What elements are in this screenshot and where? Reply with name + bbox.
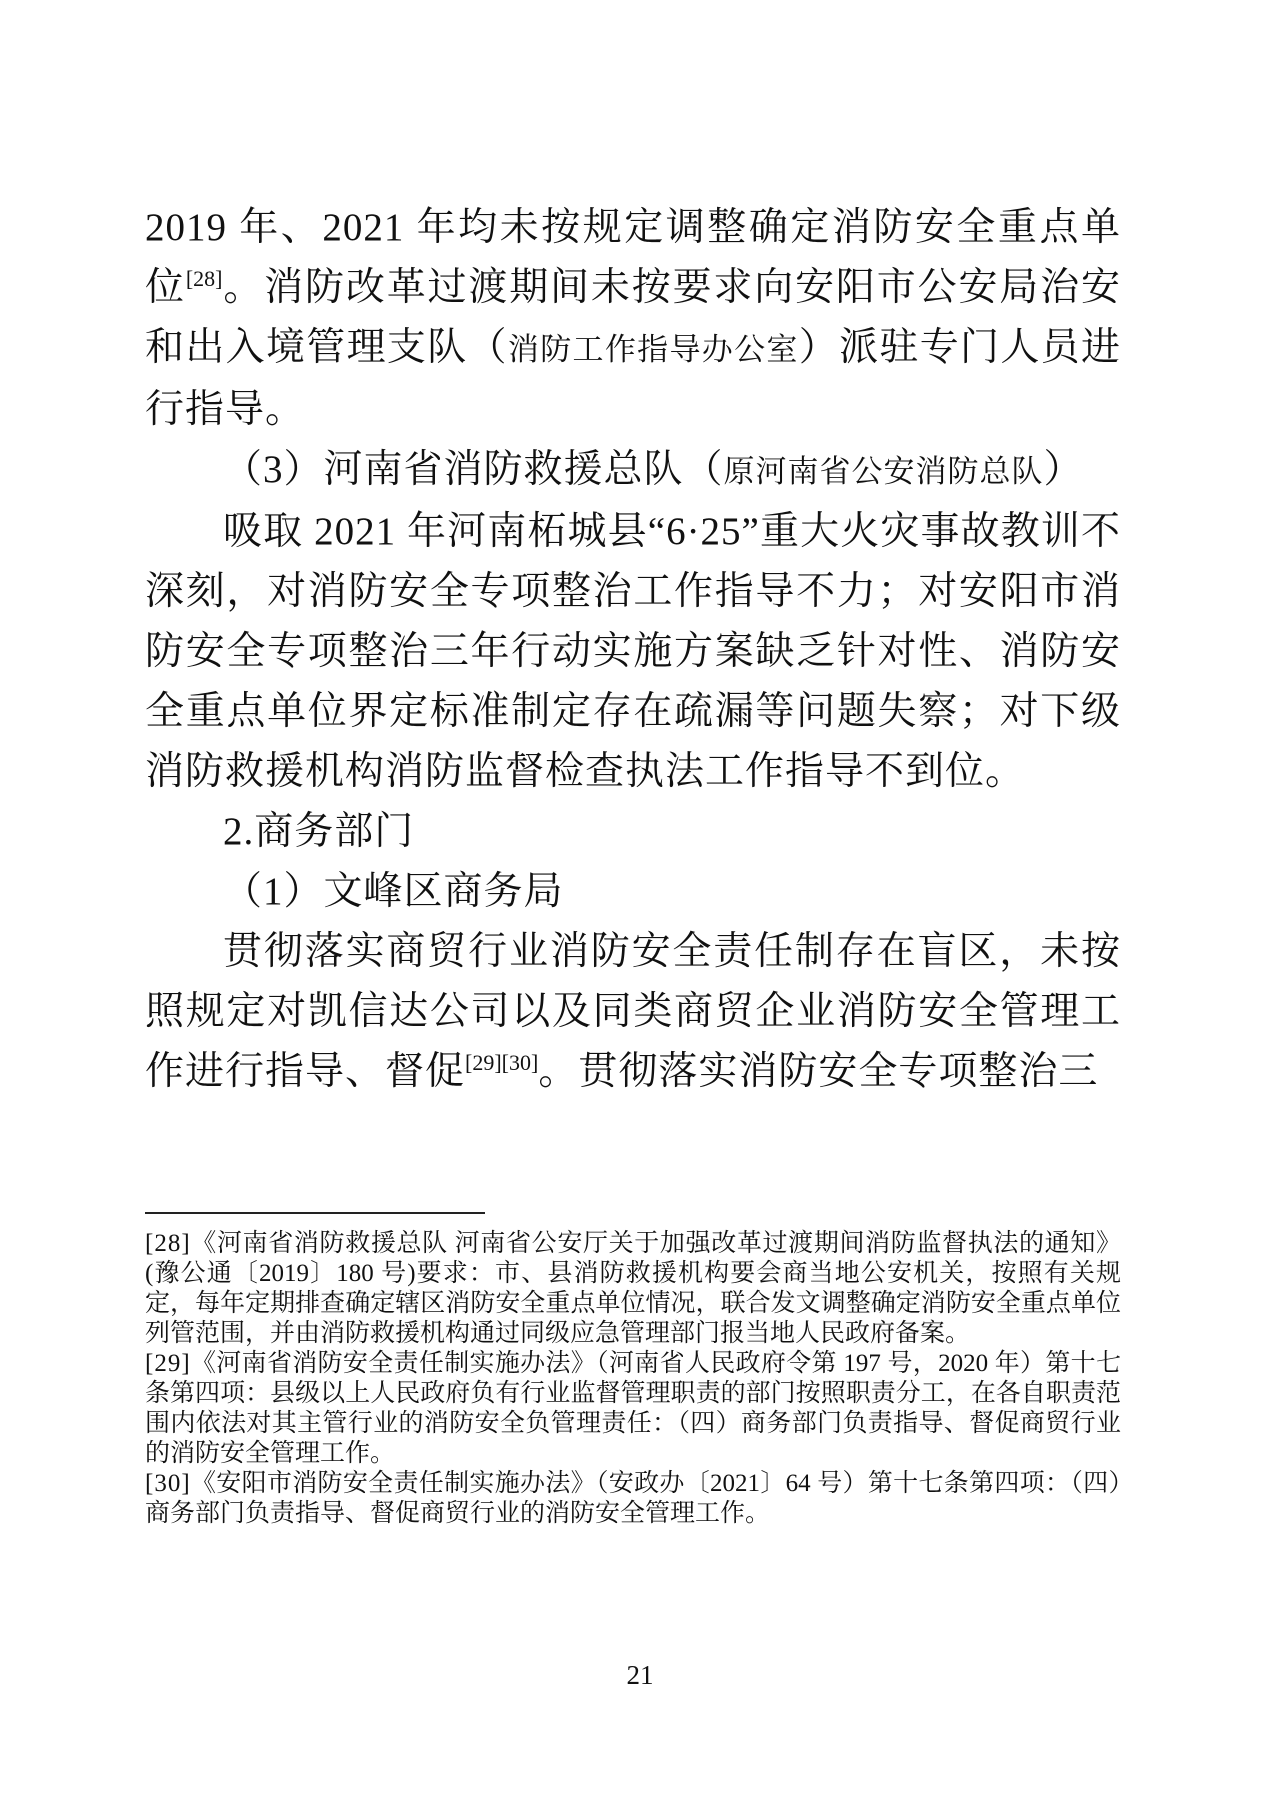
heading-item-1 — [145, 862, 1121, 922]
text-run: 。消防改革过渡期间未按要求向安阳市公安局治安和出入境管理支队（ — [145, 266, 1121, 369]
para-henan-zongdui — [145, 502, 1121, 802]
heading-section-2 — [145, 802, 1121, 862]
footnote-reference: [28] — [185, 266, 223, 291]
text-run: 吸取 2021 年河南柘城县“6·25”重大火灾事故教训不深刻，对消防安全专项整治工作指导不力；对安阳市消防安全专项整治三年行动实施方案缺乏针对性、消防安全重点单位界定标准制定存在疏漏等问题失察；对下级消防救援机构消防监督检查执法工作指导不到位。 — [145, 510, 1121, 793]
footnote-marker: [29] — [145, 1350, 191, 1377]
text-run: 。贯彻落实消防安全专项整治三 — [538, 1050, 1099, 1093]
footnote-marker: [28] — [145, 1230, 191, 1257]
small-text-run: 消防工作指导办公室 — [507, 332, 799, 367]
footnote-separator — [145, 1212, 485, 1214]
footnote-text: 《安阳市消防安全责任制实施办法》（安政办〔2021〕64 号）第十七条第四项：（四）商务部门负责指导、督促商贸行业的消防安全管理工作。 — [145, 1470, 1121, 1527]
footnote-text: 《河南省消防救援总队 河南省公安厅关于加强改革过渡期间消防监督执法的通知》(豫公通〔2019〕180 号)要求：市、县消防救援机构要会商当地公安机关，按照有关规定，每年定期排查确定辖区消防安全重点单位情况，联合发文调整确定消防安全重点单位列管范围，并由消防救援机构通过同级应急管理部门报当地人民政府备案。 — [145, 1230, 1121, 1347]
footnote-item — [145, 1469, 1121, 1529]
footnotes — [145, 1229, 1121, 1529]
footnote-marker: [30] — [145, 1470, 191, 1497]
text-run: （1）文峰区商务局 — [223, 870, 564, 913]
text-run: （3）河南省消防救援总队（ — [223, 448, 724, 491]
footnote-item — [145, 1229, 1121, 1349]
text-run: 贯彻落实商贸行业消防安全责任制存在盲区，未按照规定对凯信达公司以及同类商贸企业消防安全管理工作进行指导、督促 — [145, 930, 1121, 1093]
page-number: 21 — [626, 1660, 654, 1690]
text-run: 2.商务部门 — [223, 810, 415, 853]
text-run: 2019 年、2021 年均未按规定调整确定消防安全重点单位 — [145, 206, 1121, 309]
para-continuation — [145, 198, 1121, 440]
footnote-text: 《河南省消防安全责任制实施办法》（河南省人民政府令第 197 号，2020 年）第十七条第四项：县级以上人民政府负有行业监督管理职责的部门按照职责分工，在各自职责范围内依法对其主管行业的消防安全负管理责任：（四）商务部门负责指导、督促商贸行业的消防安全管理工作。 — [145, 1350, 1121, 1467]
para-wenfeng-shangwuju — [145, 922, 1121, 1102]
small-text-run: 原河南省公安消防总队 — [723, 454, 1044, 489]
text-run: ） — [1043, 448, 1084, 491]
body-text — [145, 198, 1121, 1102]
footnote-reference: [29][30] — [465, 1050, 539, 1075]
heading-item-3 — [145, 440, 1121, 502]
footnote-item — [145, 1349, 1121, 1469]
text-run: ）派驻专门人员进行指导。 — [145, 326, 1121, 431]
